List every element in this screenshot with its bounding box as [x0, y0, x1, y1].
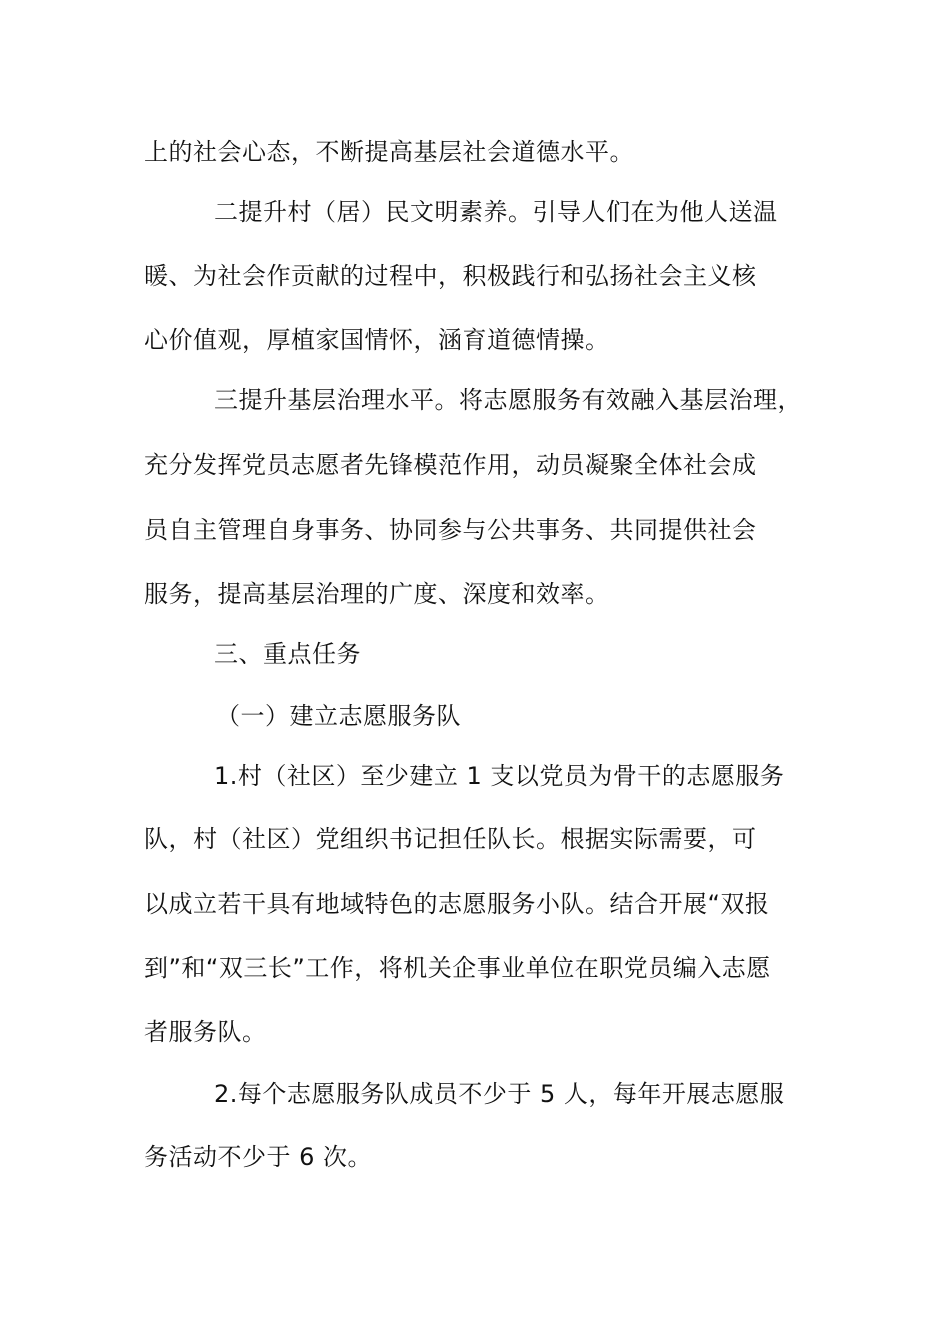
- section-heading: 三、重点任务: [214, 640, 361, 668]
- text-line: 到”和“双三长”工作，将机关企事业单位在职党员编入志愿: [144, 954, 771, 982]
- paragraph-quality-start: 二提升村（居）民文明素养。引导人们在为他人送温: [214, 198, 778, 226]
- text-line: 暖、为社会作贡献的过程中，积极践行和弘扬社会主义核: [144, 262, 757, 290]
- text-line: 队，村（社区）党组织书记担任队长。根据实际需要，可: [144, 825, 757, 853]
- text-line: 者服务队。: [144, 1018, 267, 1046]
- text-line: 充分发挥党员志愿者先锋模范作用，动员凝聚全体社会成: [144, 451, 757, 479]
- text-line: 员自主管理自身事务、协同参与公共事务、共同提供社会: [144, 516, 757, 544]
- text-line: 务活动不少于 6 次。: [144, 1143, 373, 1171]
- item-2-start: 2.每个志愿服务队成员不少于 5 人，每年开展志愿服: [214, 1080, 785, 1108]
- text-line: 上的社会心态，不断提高基层社会道德水平。: [144, 138, 634, 166]
- text-line: 服务，提高基层治理的广度、深度和效率。: [144, 580, 610, 608]
- text-line: 以成立若干具有地域特色的志愿服务小队。结合开展“双报: [144, 890, 770, 918]
- paragraph-governance-start: 三提升基层治理水平。将志愿服务有效融入基层治理，: [214, 386, 802, 414]
- text-line: 心价值观，厚植家国情怀，涵育道德情操。: [144, 326, 610, 354]
- item-1-start: 1.村（社区）至少建立 1 支以党员为骨干的志愿服务: [214, 762, 785, 790]
- subsection-heading: （一）建立志愿服务队: [216, 702, 461, 730]
